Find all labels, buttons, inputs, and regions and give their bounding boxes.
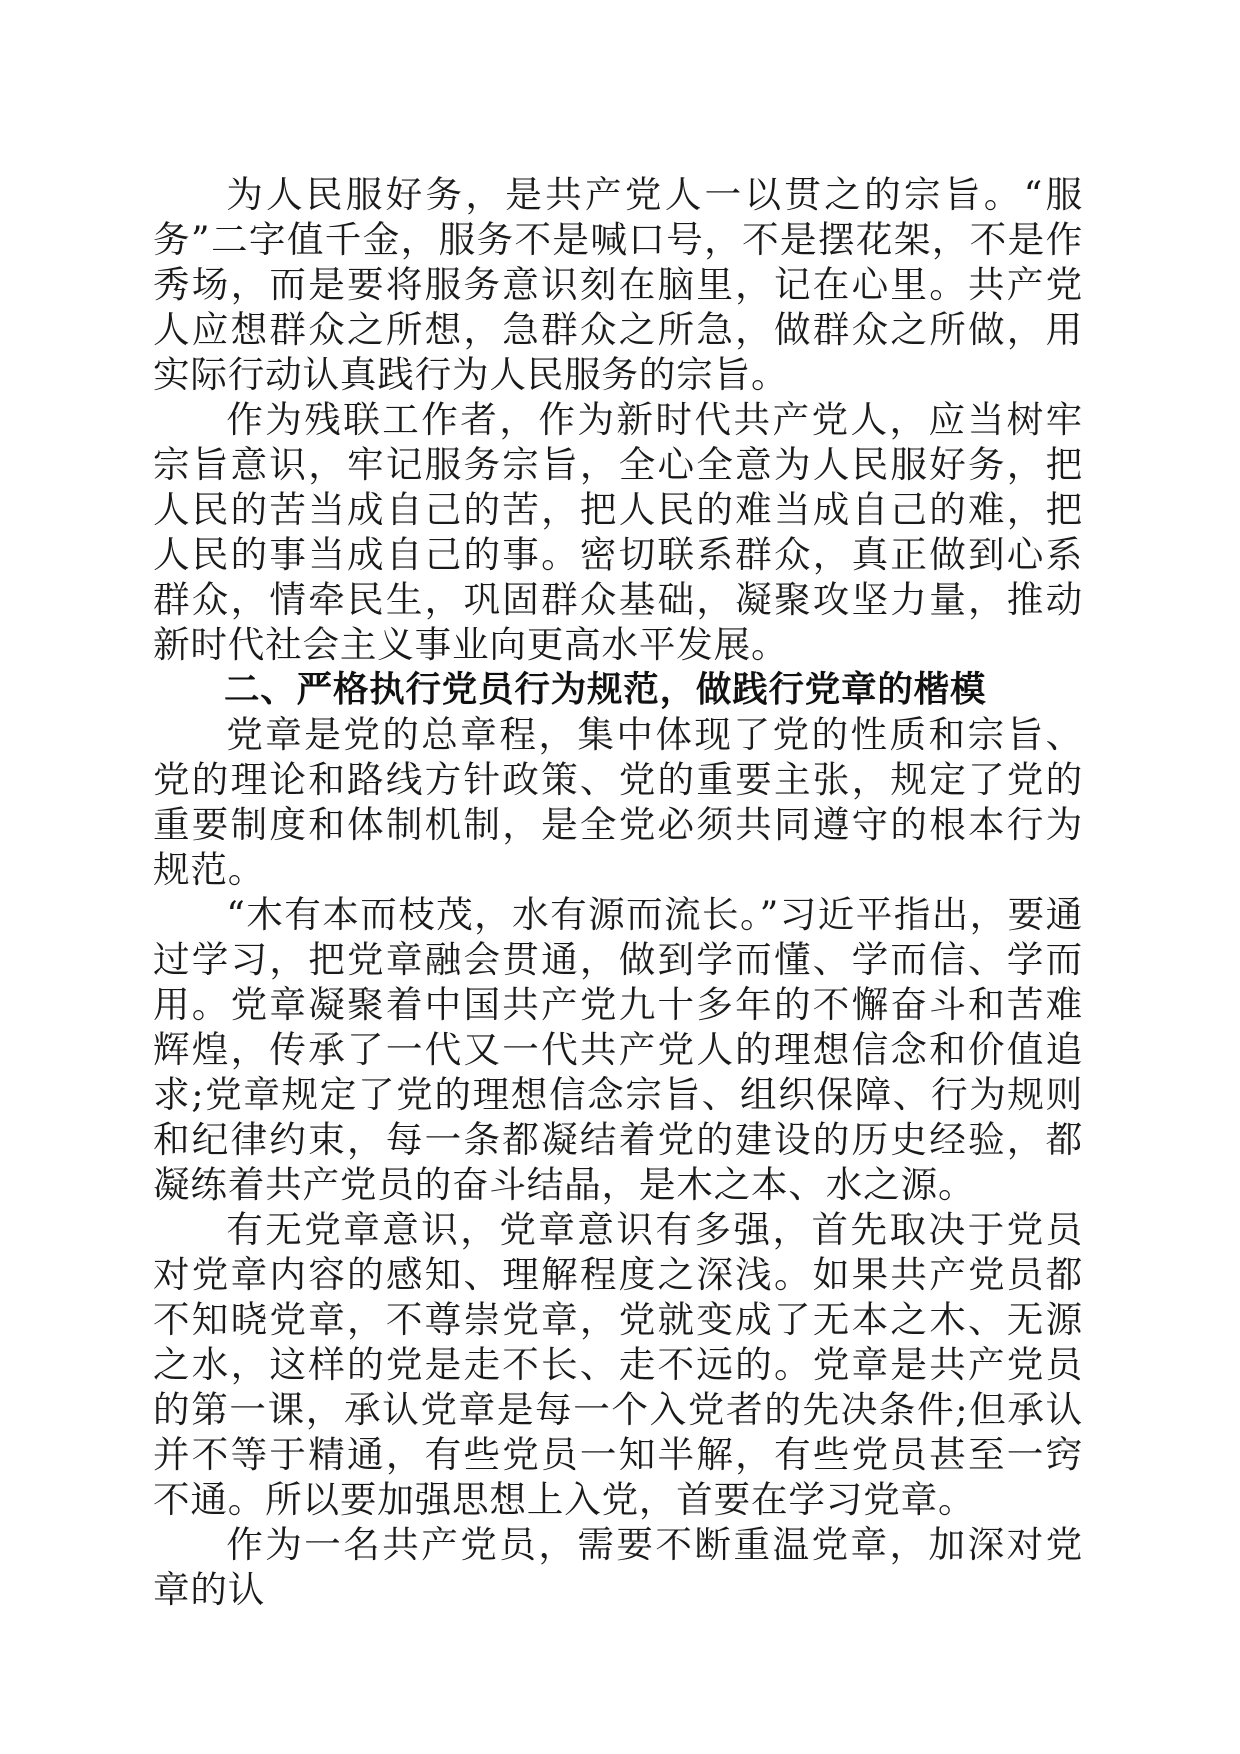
- paragraph-1: 为人民服好务，是共产党人一以贯之的宗旨。“服务”二字值千金，服务不是喊口号，不是摆花架，不是作秀场，而是要将服务意识刻在脑里，记在心里。共产党人应想群众之所想，急群众之所急，做群众之所做，用实际行动认真践行为人民服务的宗旨。: [153, 173, 1083, 396]
- paragraph-4: “木有本而枝茂，水有源而流长。”习近平指出，要通过学习，把党章融会贯通，做到学而懂、学而信、学而用。党章凝聚着中国共产党九十多年的不懈奋斗和苦难辉煌，传承了一代又一代共产党人的理想信念和价值追求;党章规定了党的理想信念宗旨、组织保障、行为规则和纪律约束，每一条都凝结着党的建设的历史经验，都凝练着共产党员的奋斗结晶，是木之本、水之源。: [153, 893, 1083, 1206]
- paragraph-6: 作为一名共产党员，需要不断重温党章，加深对党章的认: [153, 1523, 1083, 1611]
- document-body: [153, 172, 1083, 1612]
- section-heading-2: 二、严格执行党员行为规范，做践行党章的楷模: [224, 669, 987, 710]
- paragraph-5: 有无党章意识，党章意识有多强，首先取决于党员对党章内容的感知、理解程度之深浅。如果共产党员都不知晓党章，不尊崇党章，党就变成了无本之木、无源之水，这样的党是走不长、走不远的。党章是共产党员的第一课，承认党章是每一个入党者的先决条件;但承认并不等于精通，有些党员一知半解，有些党员甚至一窍不通。所以要加强思想上入党，首要在学习党章。: [153, 1208, 1083, 1521]
- paragraph-2: 作为残联工作者，作为新时代共产党人，应当树牢宗旨意识，牢记服务宗旨，全心全意为人民服好务，把人民的苦当成自己的苦，把人民的难当成自己的难，把人民的事当成自己的事。密切联系群众，真正做到心系群众，情牵民生，巩固群众基础，凝聚攻坚力量，推动新时代社会主义事业向更高水平发展。: [153, 398, 1083, 666]
- paragraph-3: 党章是党的总章程，集中体现了党的性质和宗旨、党的理论和路线方针政策、党的重要主张，规定了党的重要制度和体制机制，是全党必须共同遵守的根本行为规范。: [153, 713, 1083, 891]
